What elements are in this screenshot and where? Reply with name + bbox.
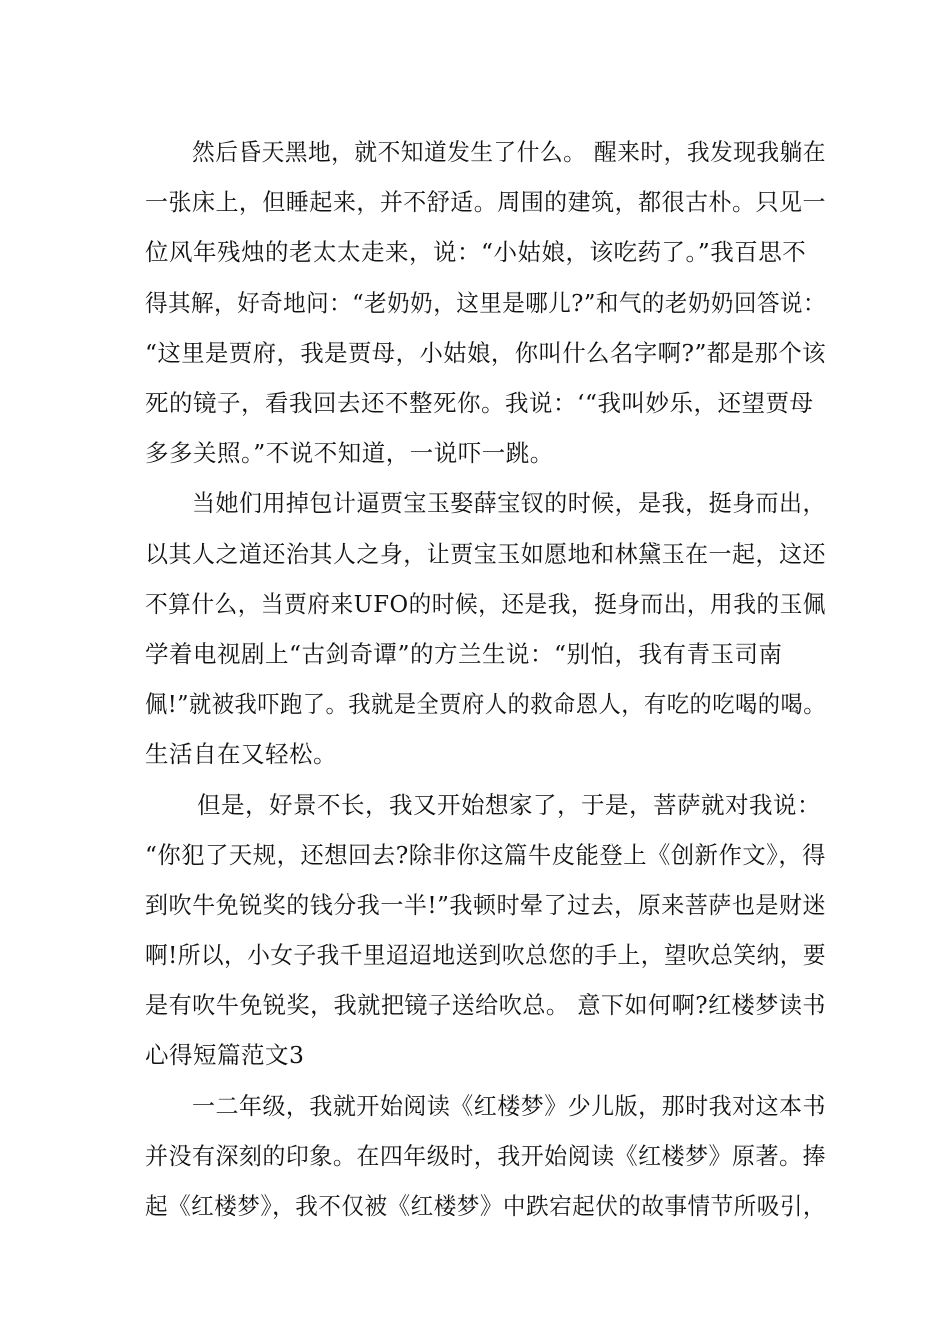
text-line-6: 死的镜子，看我回去还不整死你。我说：‘“我叫妙乐，还望贾母 — [145, 389, 814, 417]
text-line-5: “这里是贾府，我是贾母，小姑娘，你叫什么名字啊?”都是那个该 — [145, 339, 826, 367]
text-line-4: 得其解，好奇地问：“老奶奶，这里是哪儿?”和气的老奶奶回答说： — [145, 289, 827, 317]
text-line-12: 佩!”就被我吓跑了。我就是全贾府人的救命恩人，有吃的吃喝的喝。 — [145, 690, 826, 718]
text-line-3: 位风年残烛的老太太走来，说：“小姑娘，该吃药了。”我百思不 — [145, 238, 807, 266]
text-line-21: 并没有深刻的印象。在四年级时，我开始阅读《红楼梦》原著。捧 — [145, 1142, 826, 1170]
text-line-16: 到吹牛免锐奖的钱分我一半!”我顿时晕了过去，原来菩萨也是财迷 — [145, 891, 826, 919]
text-line-22: 起《红楼梦》，我不仅被《红楼梦》中跌宕起伏的故事情节所吸引， — [145, 1192, 826, 1220]
text-line-11: 学着电视剧上“古剑奇谭”的方兰生说：“别怕，我有青玉司南 — [145, 640, 783, 668]
text-line-18: 是有吹牛免锐奖，我就把镜子送给吹总。 意下如何啊?红楼梦读书 — [145, 991, 827, 1019]
text-line-19: 心得短篇范文3 — [145, 1041, 305, 1069]
text-line-1: 然后昏天黑地，就不知道发生了什么。 醒来时，我发现我躺在 — [192, 138, 827, 166]
text-line-2: 一张床上，但睡起来，并不舒适。周围的建筑，都很古朴。只见一 — [145, 188, 826, 216]
text-line-7: 多多关照。”不说不知道，一说吓一跳。 — [145, 439, 554, 467]
text-line-20: 一二年级，我就开始阅读《红楼梦》少儿版，那时我对这本书 — [192, 1092, 827, 1120]
text-line-17: 啊!所以，小女子我千里迢迢地送到吹总您的手上，望吹总笑纳，要 — [145, 941, 827, 969]
text-line-9: 以其人之道还治其人之身，让贾宝玉如愿地和林黛玉在一起，这还 — [145, 540, 826, 568]
text-line-13: 生活自在又轻松。 — [145, 740, 337, 768]
text-line-15: “你犯了天规，还想回去?除非你这篇牛皮能登上《创新作文》，得 — [145, 841, 827, 869]
text-line-10: 不算什么，当贾府来UFO的时候，还是我，挺身而出，用我的玉佩 — [145, 590, 826, 618]
text-line-14: 但是，好景不长，我又开始想家了，于是，菩萨就对我说： — [197, 791, 821, 819]
text-line-8: 当她们用掉包计逼贾宝玉娶薛宝钗的时候，是我，挺身而出， — [192, 489, 827, 517]
